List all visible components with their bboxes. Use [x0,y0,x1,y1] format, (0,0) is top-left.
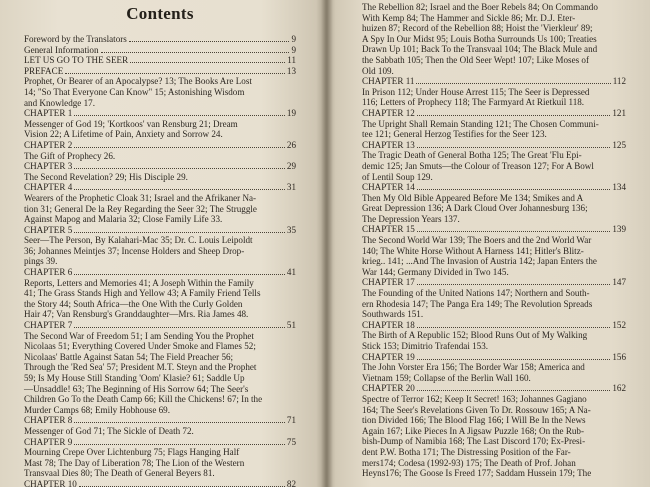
toc-chapter-row [362,277,626,288]
toc-page-number: 152 [612,319,626,330]
toc-section-summary [362,2,626,76]
toc-page-number: 51 [286,320,296,331]
toc-chapter-row [24,140,296,151]
dot-leader [74,267,285,275]
toc-section-summary [24,151,296,162]
toc-chapter-row [362,140,626,151]
toc-entry-label: CHAPTER 4 [24,182,73,193]
summary-line: The Second Revelation? 29; His Disciple 29. [24,171,188,182]
summary-line: Transvaal Dies 80; The Death of General Beyers 81. [24,468,215,479]
toc-chapter-row [24,55,296,66]
summary-line: krieg.. 141; ...And The Invasion of Austria 142; Japan Enters the [362,256,597,267]
dot-leader [417,383,611,391]
dot-leader [74,415,285,423]
right-toc-entries [362,2,626,479]
toc-page-number: 134 [612,182,626,193]
toc-chapter-row [24,66,296,77]
toc-entry-label: General Information [24,44,99,55]
toc-chapter-row [24,45,296,56]
contents-title: Contents [126,4,194,23]
summary-line: the Story 44; South Africa—the One With the Curly Golden [24,298,243,309]
toc-section-summary [362,235,626,277]
summary-line: In Prison 112; Under House Arrest 115; The Seer is Depressed [362,86,590,97]
toc-chapter-row [24,437,296,448]
toc-chapter-row [362,320,626,331]
toc-entry-label: CHAPTER 5 [24,224,73,235]
summary-line: Great Depression 136; A Dark Cloud Over Johannesburg 136; [362,203,588,214]
toc-section-summary [362,362,626,383]
summary-line: Vision 22; A Lifetime of Pain, Anxiety and Sorrow 24. [24,129,223,140]
dot-leader [417,182,611,190]
summary-line: The Tragic Death of General Botha 125; The Great 'Flu Epi- [362,150,582,161]
summary-line: The Gift of Prophecy 26. [24,150,116,161]
toc-section-summary [24,193,296,225]
summary-line: Nicolaas' Battle Against Satan 54; The Field Preacher 56; [24,351,234,362]
toc-entry-label: LET US GO TO THE SEER [24,55,129,66]
toc-entry-label: CHAPTER 19 [362,351,415,362]
summary-line: 14; "So That Everyone Can Know" 15; Astonishing Wisdom [24,86,245,97]
summary-line: Heyns176; The Goose Is Freed 177; Saddam Hussein 179; The [362,468,592,479]
summary-line: Then My Old Bible Appeared Before Me 134; Smikes and A [362,192,584,203]
summary-line: bish-Dump of Namibia 168; The Last Discord 170; Ex-Presi- [362,436,586,447]
summary-line: —Unsaddle! 63; The Beginning of His Sorrow 64; The Seer's [24,383,249,394]
summary-line: 59; Is My House Still Standing 'Oom' Klasie? 61; Saddle Up [24,373,245,383]
dot-leader [417,277,611,285]
dot-leader [74,225,285,233]
dot-leader [79,479,285,487]
summary-line: Against Mapog and Malaria 32; Close Family Life 33. [24,214,223,225]
toc-entry-label: PREFACE [24,65,64,76]
toc-chapter-row [24,415,296,426]
summary-line: 116; Letters of Prophecy 118; The Farmyard At Rietkuil 118. [362,97,585,108]
toc-page-number: 75 [286,436,296,447]
toc-chapter-row [362,108,626,119]
toc-entry-label: CHAPTER 8 [24,415,73,426]
dot-leader [74,140,285,148]
summary-line: Old 109. [362,65,394,76]
dot-leader [129,34,290,42]
toc-entry-label: CHAPTER 3 [24,161,73,172]
dot-leader [416,76,610,84]
toc-entry-label: CHAPTER 6 [24,267,73,278]
summary-line: The Founding of the United Nations 147; Northern and South- [362,288,590,299]
summary-line: The Depression Years 137. [362,213,460,224]
summary-line: Vietnam 159; Collapse of the Berlin Wall 160. [362,372,531,383]
right-page [326,0,650,487]
toc-chapter-row [362,383,626,394]
toc-section-summary [24,119,296,140]
toc-page-number: 41 [286,267,296,278]
summary-line: 164; The Seer's Revelations Given To Dr. Rossouw 165; A Na- [362,404,591,415]
dot-leader [65,66,285,74]
summary-line: The Second War of Freedom 51; I am Sending You the Prophet [24,330,254,341]
summary-line: Children Go To the Death Camp 66; Kill the Chickens! 67; In the [24,394,263,405]
toc-page-number: 35 [286,224,296,235]
dot-leader [74,161,285,169]
summary-line: tion 31; General De la Rey Regarding the Seer 32; The Struggle [24,203,257,214]
toc-page-number: 112 [612,76,626,87]
summary-line: Messenger of God 19; 'Kortkoos' van Rensburg 21; Dream [24,118,238,129]
summary-line: dent P.W. Botha 171; The Distressing Position of the Far- [362,446,571,457]
left-page-content [24,4,296,487]
summary-line: Again 167; Like Pieces In A Jigsaw Puzzle 168; On the Rub- [362,425,585,436]
summary-line: demic 125; Jan Smuts—the Colour of Treason 127; For A Bowl [362,160,594,171]
left-toc-entries [24,34,296,487]
toc-page-number: 13 [286,65,296,76]
toc-chapter-row [24,267,296,278]
toc-section-summary [362,150,626,182]
toc-page-number: 156 [612,351,626,362]
toc-section-summary [362,288,626,320]
summary-line: The Upright Shall Remain Standing 121; The Chosen Communi- [362,118,599,129]
toc-section-summary [362,330,626,351]
summary-line: Mast 78; The Day of Liberation 78; The Lion of the Western [24,457,245,468]
toc-page-number: 9 [291,44,296,55]
dot-leader [417,352,611,360]
toc-entry-label: CHAPTER 14 [362,182,415,193]
summary-line: Through the 'Red Sea' 57; President M.T. Steyn and the Prophet [24,362,257,373]
summary-line: Messenger of God 71; The Sickle of Death 72. [24,425,194,436]
toc-entry-label: CHAPTER 20 [362,383,415,394]
toc-chapter-row [362,182,626,193]
toc-entry-label: CHAPTER 18 [362,319,415,330]
dot-leader [74,437,285,445]
summary-line: Seer—The Person, By Kalahari-Mac 35; Dr. C. Louis Leipoldt [24,235,253,246]
toc-section-summary [24,76,296,108]
toc-entry-label: CHAPTER 11 [362,76,415,87]
summary-line: Prophet, Or Bearer of an Apocalypse? 13; The Books Are Lost [24,76,252,87]
dot-leader [74,108,285,116]
summary-line: Spectre of Terror 162; Keep It Secret! 163; Johannes Gagiano [362,393,587,404]
toc-entry-label: CHAPTER 17 [362,277,415,288]
summary-line: Drawn Up 101; Back To the Transvaal 104; The Black Mule and [362,44,598,55]
toc-section-summary [24,235,296,267]
toc-page-number: 121 [612,107,626,118]
summary-line: Mourning Crepe Over Lichtenburg 75; Flags Hanging Half [24,447,240,458]
summary-line: tion Divided 166; The Blood Flag 166; I Will Be In the News [362,415,586,426]
dot-leader [101,45,290,53]
summary-line: the Sabbath 105; Then the Old Seer Wept! 107; Like Moses of [362,54,589,65]
toc-entry-label: CHAPTER 10 [24,478,77,487]
summary-line: ern Rhodesia 147; The Panga Era 149; The Revolution Spreads [362,298,593,309]
toc-section-summary [362,119,626,140]
summary-line: Hair 47; Van Rensburg's Granddaughter—Mrs. Ria James 48. [24,309,249,320]
toc-page-number: 162 [612,383,626,394]
summary-line: and Knowledge 17. [24,97,95,108]
dot-leader [417,140,611,148]
toc-page-number: 82 [286,478,296,487]
summary-line: The John Vorster Era 156; The Border War 158; America and [362,362,585,373]
toc-page-number: 125 [612,139,626,150]
toc-section-summary [24,172,296,183]
book-gutter [321,0,333,487]
dot-leader [417,320,611,328]
summary-line: Murder Camps 68; Emily Hobhouse 69. [24,404,170,415]
toc-chapter-row [24,108,296,119]
summary-line: The Birth of A Republic 152; Blood Runs Out of My Walking [362,330,588,341]
summary-line: pings 39. [24,256,58,267]
summary-line: With Kemp 84; The Hammer and Sickle 86; Mr. D.J. Eter- [362,12,576,23]
summary-line: Southwards 151. [362,309,424,320]
summary-line: 140; The White Horse Without A Harness 141; Hitler's Blitz- [362,245,584,256]
summary-line: The Second World War 139; The Boers and the 2nd World War [362,235,592,246]
toc-page-number: 19 [286,108,296,119]
toc-entry-label: CHAPTER 13 [362,139,415,150]
summary-line: 36; Johannes Meintjes 37; Incense Holders and Sheep Drop- [24,245,245,256]
toc-entry-label: CHAPTER 9 [24,436,73,447]
summary-line: War 144; Germany Divided in Two 145. [362,266,509,277]
toc-chapter-row [24,161,296,172]
toc-chapter-row [362,224,626,235]
summary-line: A Spy In Our Midst 95; Louis Botha Surrounds Us 100; Treaties [362,33,597,44]
toc-page-number: 29 [286,161,296,172]
toc-chapter-row [362,352,626,363]
summary-line: of Lentil Soup 129. [362,171,433,182]
toc-page-number: 26 [286,139,296,150]
toc-entry-label: CHAPTER 7 [24,320,73,331]
dot-leader [74,320,285,328]
toc-chapter-row [24,182,296,193]
toc-page-number: 9 [291,34,296,44]
summary-line: Nicolaas 51; Everything Covered Under Smoke and Flames 52; [24,341,256,352]
toc-chapter-row [24,34,296,45]
right-page-content [362,2,626,479]
toc-chapter-row [24,225,296,236]
summary-line: huizen 87; Record of the Rebellion 88; Hoist the 'Vierkleur' 89; [362,23,593,34]
toc-section-summary [362,193,626,225]
toc-section-summary [362,394,626,479]
toc-chapter-row [362,76,626,87]
toc-page-number: 31 [286,182,296,193]
dot-leader [130,55,285,63]
toc-section-summary [24,331,296,416]
toc-entry-label: CHAPTER 12 [362,107,415,118]
toc-chapter-row [24,320,296,331]
toc-section-summary [24,447,296,479]
dot-leader [417,224,611,232]
summary-line: The Rebellion 82; Israel and the Boer Rebels 84; On Commando [362,2,598,12]
toc-page-number: 71 [286,415,296,426]
toc-section-summary [24,426,296,437]
toc-entry-label: Foreword by the Translators [24,34,127,44]
dot-leader [74,182,285,190]
summary-line: mers174; Codesa (1992-93) 175; The Death of Prof. Johan [362,457,576,468]
summary-line: Stick 153; Dimitrio Trafendai 153. [362,341,489,351]
toc-entry-label: CHAPTER 1 [24,108,73,119]
toc-entry-label: CHAPTER 2 [24,139,73,150]
toc-page-number: 139 [612,224,626,235]
dot-leader [417,108,611,116]
summary-line: Reports, Letters and Memories 41; A Joseph Within the Family [24,277,254,288]
summary-line: Wearers of the Prophetic Cloak 31; Israel and the Afrikaner Na- [24,192,257,203]
toc-page-number: 11 [287,55,296,66]
toc-page-number: 147 [612,277,626,288]
toc-section-summary [362,87,626,108]
summary-line: tee 121; General Herzog Testifies for the Seer 123. [362,129,547,140]
toc-section-summary [24,278,296,320]
toc-entry-label: CHAPTER 15 [362,224,415,235]
toc-chapter-row [24,479,296,487]
summary-line: 41; The Grass Stands High and Yellow 43; A Family Friend Tells [24,288,261,299]
